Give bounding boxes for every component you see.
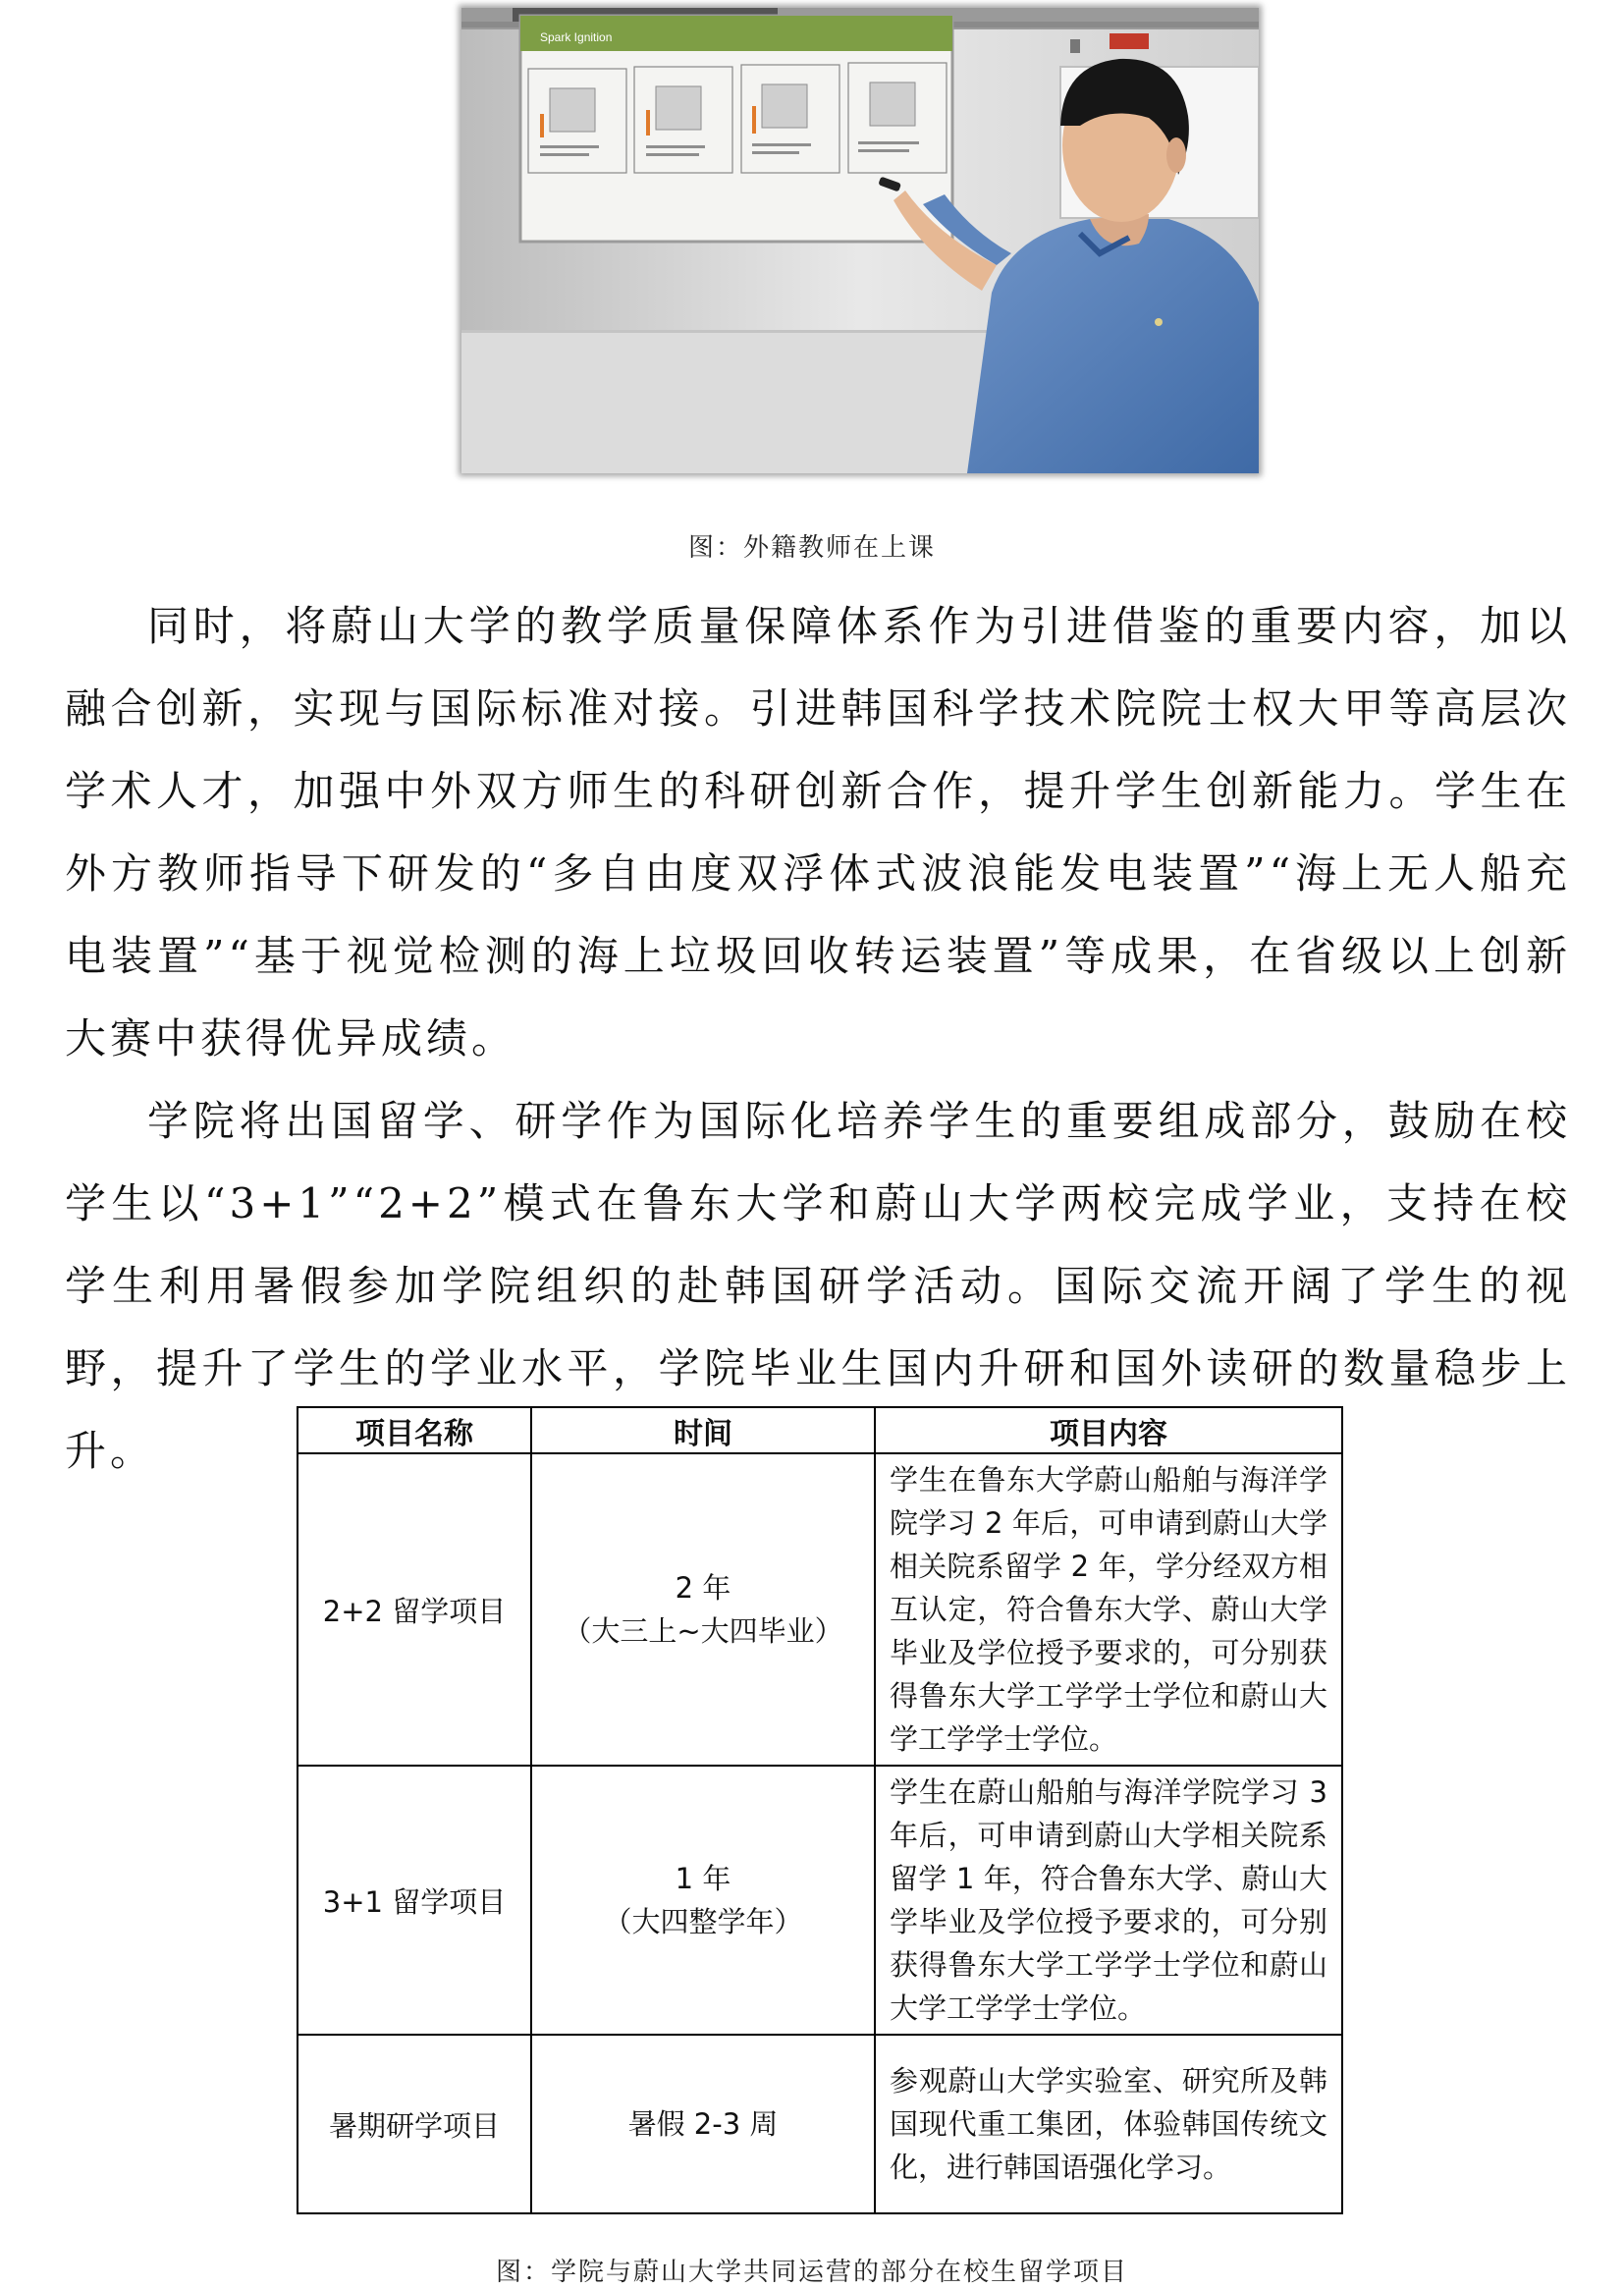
table-caption: 图：学院与蔚山大学共同运营的部分在校生留学项目 [495,2258,1128,2287]
screen-heading: Spark Ignition [540,30,613,44]
project-time-sub: （大四整学年） [603,1905,803,1938]
project-time-main: 1 年 [675,1862,731,1895]
paragraph-study-abroad: 学院将出国留学、研学作为国际化培养学生的重要组成部分，鼓励在校学生以“3+1”“2+2”模式在鲁东大学和蔚山大学两校完成学业，支持在校学生利用暑假参加学院组织的赴韩国研学活动。国际交流开阔了学生的视野，提升了学生的学业水平，学院毕业生国内升研和国外读研的数量稳步上升。 [65,1097,1571,1475]
project-time-sub: （大三上~大四毕业） [563,1614,843,1648]
table-header-row [298,1407,1342,1453]
photo-caption: 图：外籍教师在上课 [687,533,936,563]
project-time [531,1453,875,1766]
table-row [298,1766,1342,2035]
header-project-content: 项目内容 [875,1407,1342,1453]
project-time [531,2035,875,2213]
header-project-name: 项目名称 [298,1407,531,1453]
classroom-photo [461,8,1259,473]
header-time: 时间 [531,1407,875,1453]
project-time [531,1766,875,2035]
study-abroad-projects-table [297,1406,1343,2214]
paragraph-quality-assurance: 同时，将蔚山大学的教学质量保障体系作为引进借鉴的重要内容，加以融合创新，实现与国际标准对接。引进韩国科学技术院院士权大甲等高层次学术人才，加强中外双方师生的科研创新合作，提升学生创新能力。学生在外方教师指导下研发的“多自由度双浮体式波浪能发电装置”“海上无人船充电装置”“基于视觉检测的海上垃圾回收转运装置”等成果，在省级以上创新大赛中获得优异成绩。 [65,602,1571,1063]
project-content: 学生在蔚山船舶与海洋学院学习 3 年后，可申请到蔚山大学相关院系留学 1 年，符合鲁东大学、蔚山大学毕业及学位授予要求的，可分别获得鲁东大学工学学士学位和蔚山大学工学学士学位。 [875,1766,1342,2035]
table-row [298,2035,1342,2213]
project-content: 参观蔚山大学实验室、研究所及韩国现代重工集团，体验韩国传统文化，进行韩国语强化学习。 [875,2035,1342,2213]
project-content: 学生在鲁东大学蔚山船舶与海洋学院学习 2 年后，可申请到蔚山大学相关院系留学 2 年，学分经双方相互认定，符合鲁东大学、蔚山大学毕业及学位授予要求的，可分别获得鲁东大学工学学士学位和蔚山大学工学学士学位。 [875,1453,1342,1766]
project-name: 2+2 留学项目 [298,1453,531,1766]
project-name: 3+1 留学项目 [298,1766,531,2035]
classroom-photo-illustration [461,8,1259,473]
table-row [298,1453,1342,1766]
project-time-main: 暑假 2-3 周 [627,2107,779,2141]
project-name: 暑期研学项目 [298,2035,531,2213]
project-time-main: 2 年 [675,1571,731,1605]
